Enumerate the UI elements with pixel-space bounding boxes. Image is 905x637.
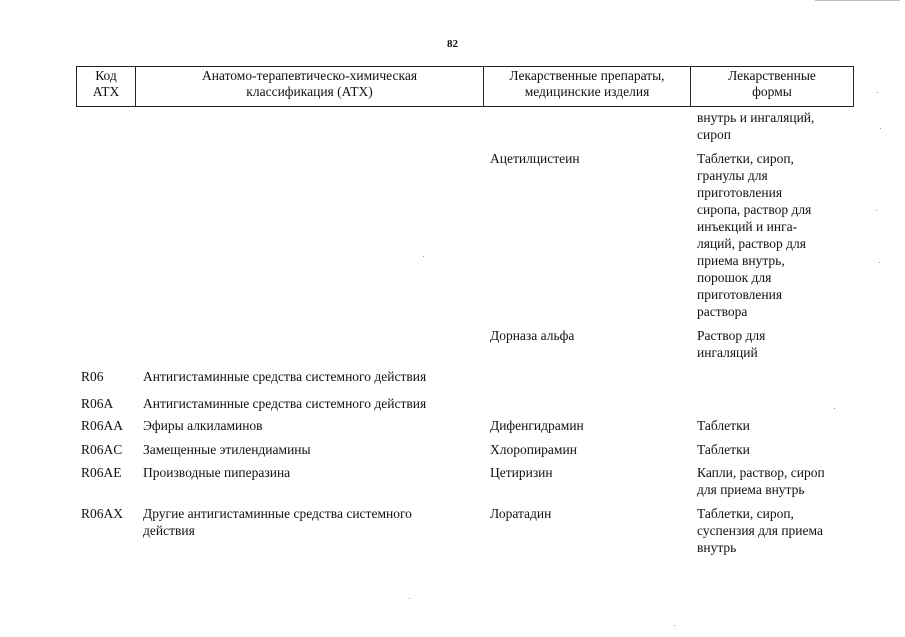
row-3-code: R06 — [81, 369, 104, 384]
scan-speck — [879, 262, 880, 263]
row-6-form: Таблетки — [697, 442, 750, 457]
row-7-form: Капли, раствор, сироп для приема внутрь — [697, 465, 825, 497]
row-8-form: Таблетки, сироп, суспензия для приема внутрь — [697, 506, 823, 555]
header-drugs — [484, 67, 691, 107]
scan-speck — [674, 625, 675, 626]
scan-edge-line — [815, 0, 900, 1]
row-1-drug: Ацетилцистеин — [490, 151, 580, 166]
header-forms — [691, 67, 854, 107]
row-5-atc: Эфиры алкиламинов — [143, 418, 263, 433]
table-header — [76, 66, 854, 107]
header-drugs-line-2: медицинские изделия — [524, 84, 650, 99]
header-forms-line-1: Лекарственные — [728, 68, 816, 83]
row-4-atc: Антигистаминные средства системного действия — [143, 396, 427, 411]
row-6-drug: Хлоропирамин — [490, 442, 577, 457]
scan-speck — [880, 128, 881, 129]
header-atc-line-1: Анатомо-терапевтическо-химическая — [201, 68, 418, 83]
row-5-code: R06AA — [81, 418, 124, 433]
row-5-drug: Дифенгидрамин — [490, 418, 584, 433]
row-8-code: R06AX — [81, 506, 124, 521]
scan-speck — [876, 210, 877, 211]
row-5-form: Таблетки — [697, 418, 750, 433]
scan-speck — [834, 408, 835, 409]
header-code-line-1: Код — [95, 68, 117, 83]
row-4-code: R06A — [81, 396, 114, 411]
row-7-drug: Цетиризин — [490, 465, 553, 480]
scan-speck — [423, 256, 424, 257]
scan-speck — [409, 598, 410, 599]
row-8-atc: Другие антигистаминные средства системного действия — [143, 506, 412, 538]
row-7-atc: Производные пиперазина — [143, 465, 291, 480]
row-2-form: Раствор для ингаляций — [697, 328, 766, 360]
row-1-form: Таблетки, сироп, гранулы для приготовления сиропа, раствор для инъекций и инга- ляций, раствор для приема внутрь, порошок для приготовления раствора — [697, 151, 812, 319]
scan-speck — [877, 92, 878, 93]
header-drugs-line-1: Лекарственные препараты, — [509, 68, 665, 83]
row-6-code: R06AC — [81, 442, 123, 457]
row-7-code: R06AE — [81, 465, 122, 480]
row-6-atc: Замещенные этилендиамины — [143, 442, 311, 457]
header-atc-classification — [136, 67, 484, 107]
header-code-line-2: АТХ — [92, 84, 120, 99]
page-number: 82 — [447, 38, 458, 50]
row-8-drug: Лоратадин — [490, 506, 552, 521]
header-code — [77, 67, 136, 107]
row-3-atc: Антигистаминные средства системного действия — [143, 369, 427, 384]
row-2-drug: Дорназа альфа — [490, 328, 575, 343]
header-atc-line-2: классификация (АТХ) — [246, 84, 373, 99]
header-forms-line-2: формы — [752, 84, 792, 99]
row-0-form: внутрь и ингаляций, сироп — [697, 110, 815, 142]
